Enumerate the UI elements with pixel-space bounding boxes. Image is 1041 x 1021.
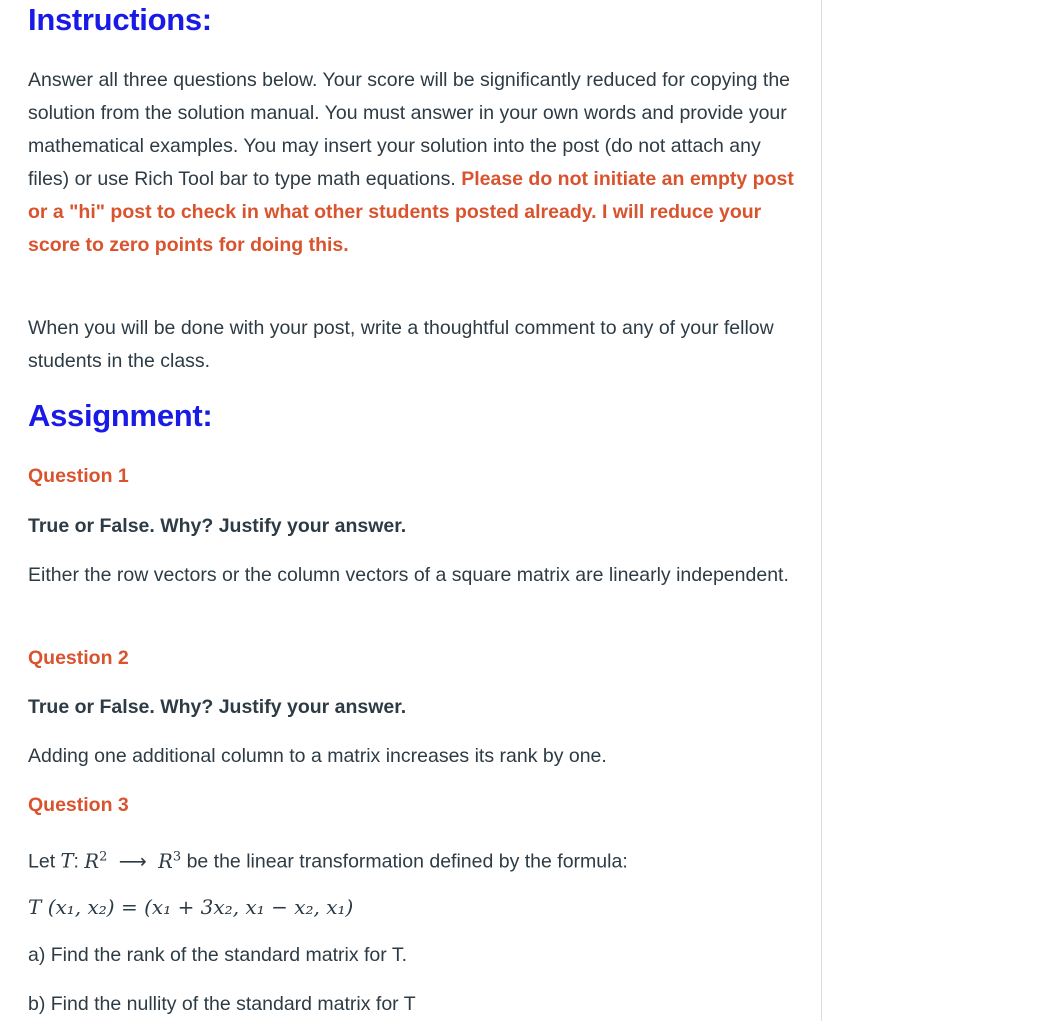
codomain-symbol: R bbox=[158, 849, 173, 873]
question-3-part-b: b) Find the nullity of the standard matrix for T bbox=[28, 993, 416, 1015]
right-panel-divider bbox=[821, 0, 822, 1021]
codomain-space bbox=[158, 850, 181, 873]
instructions-paragraph bbox=[28, 64, 798, 262]
formula-lhs: T (x₁, x₂) bbox=[28, 895, 115, 919]
question-3-title: Question 3 bbox=[28, 794, 129, 816]
colon: : bbox=[73, 850, 79, 873]
definition-text: be the linear transformation defined by the formula: bbox=[186, 850, 628, 873]
instructions-warning-text: Please do not initiate an empty post or a "hi" post to check in what other students posted already. I will reduce your score to zero points for doing this. bbox=[28, 168, 794, 256]
assignment-heading: Assignment: bbox=[28, 398, 213, 433]
transformation-formula bbox=[28, 891, 353, 924]
question-2-title: Question 2 bbox=[28, 647, 129, 669]
question-2-statement: Adding one additional column to a matrix increases its rank by one. bbox=[28, 745, 607, 767]
question-1-title: Question 1 bbox=[28, 465, 129, 487]
domain-symbol: R bbox=[84, 849, 100, 873]
domain-exponent: 2 bbox=[99, 849, 108, 864]
transformation-symbol: T bbox=[60, 849, 74, 873]
question-1-prompt: True or False. Why? Justify your answer. bbox=[28, 515, 407, 537]
maps-to-arrow: ⟶ bbox=[118, 849, 147, 873]
instructions-heading: Instructions: bbox=[28, 2, 212, 37]
question-3-part-a: a) Find the rank of the standard matrix for T. bbox=[28, 944, 407, 966]
codomain-exponent: 3 bbox=[172, 849, 182, 864]
domain-space bbox=[84, 850, 107, 873]
question-1-statement: Either the row vectors or the column vectors of a square matrix are linearly independent. bbox=[28, 564, 789, 586]
formula-equals: = bbox=[120, 895, 138, 919]
question-2-prompt: True or False. Why? Justify your answer. bbox=[28, 696, 407, 718]
comment-instructions: When you will be done with your post, write a thoughtful comment to any of your fellow students in the class. bbox=[28, 317, 774, 372]
question-3-definition bbox=[28, 840, 798, 879]
let-word: Let bbox=[28, 850, 56, 873]
formula-rhs: (x₁ + 3x₂, x₁ − x₂, x₁) bbox=[144, 895, 354, 919]
instructions-intro-text: Answer all three questions below. Your score will be significantly reduced for copying the solution from the solution manual. You must answer in your own words and provide your mathematical examples. You may insert your solution into the post (do not attach any files) or use Rich Tool bar to type math equations. bbox=[28, 69, 791, 190]
